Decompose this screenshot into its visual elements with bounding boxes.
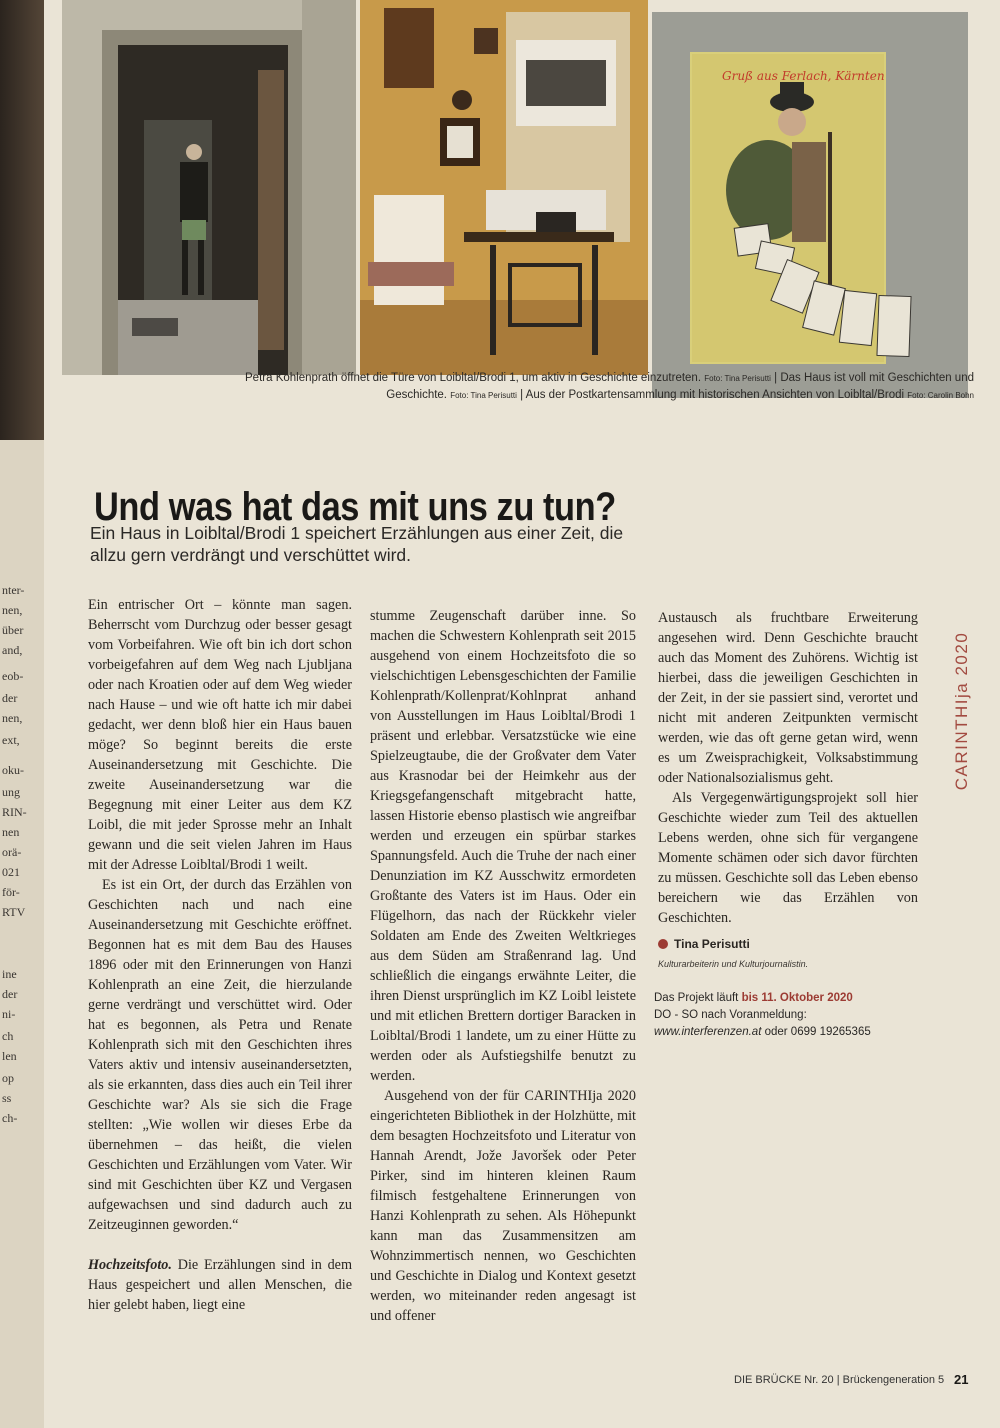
previous-page-fragment: and, — [2, 643, 23, 657]
photo-strip — [62, 0, 968, 375]
previous-page-fragment: ine — [2, 967, 17, 981]
article-column-2 — [370, 606, 636, 1326]
project-hours: DO - SO nach Voranmeldung: — [654, 1009, 807, 1021]
paragraph: Es ist ein Ort, der durch das Erzählen von Geschichten nach und nach eine Auseinandersetzung mit Geschichte eröffnet. Begonnen hat es mit dem Bau des Hauses 1896 oder mit den Erinnerungen von Hanzi Kohlenprath an eine Zeit, die hierzulande gerne verdrängt und verschüttet wird. Oder hat es begonnen, als Petra und Renate Kohlenprath sich mit den Geschichten ihres Vaters aktiv und intensiv auseinandersetzten, als sie erkannten, dass dies auch ein Teil ihrer Geschichte war? Als sie sich die Frage stellten: „Wie wollen wir dieses Erbe da übernehmen – das heißt, die vielen Geschichten und Erzählungen vom Vater. Wir sind mit Geschichten über KZ und Vergasen aufgewachsen und sind dadurch auch zu Zeitzeuginnen geworden.“ — [88, 877, 352, 1233]
previous-page-fragment: ch — [2, 1029, 14, 1043]
previous-page-edge — [0, 440, 44, 1428]
author-role: Kulturarbeiterin und Kulturjournalistin. — [658, 959, 809, 969]
previous-page-fragment: über — [2, 623, 24, 637]
previous-page-fragment: nen — [2, 825, 20, 839]
article-column-3 — [658, 608, 918, 974]
project-contact — [654, 1024, 904, 1041]
previous-page-fragment: ext, — [2, 733, 20, 747]
previous-page-fragment: eob- — [2, 669, 24, 683]
caption-part-3: | Aus der Postkartensammlung mit historischen Ansichten von Loibltal/Brodi — [520, 389, 905, 401]
page-footer: DIE BRÜCKE Nr. 20 | Brückengeneration 5 — [734, 1374, 945, 1386]
paragraph: Als Vergegenwärtigungsprojekt soll hier Geschichte wieder zum Teil des aktuellen Lebens werden, ohne sich für vergangene Momente schämen oder sich davor fürchten zu müssen. Geschichte soll das Leben ebenso bereichern wie das Erzählen von Geschichten. — [658, 790, 918, 926]
article-headline: Und was hat das mit uns zu tun? — [94, 484, 616, 529]
photo-room-interior — [360, 0, 648, 375]
paragraph: Austausch als fruchtbare Erweiterung angesehen wird. Denn Geschichte braucht auch das Moment des Zuhörens. Wichtig ist hierbei, dass die jeweiligen Geschichten in der Zeit, in der sie passiert sind, verortet und nicht mit anderen Zeitpunkten vermischt werden, wie das oft gerne getan wird, wenn es um Zweisprachigkeit, Volksabstimmung oder Nationalsozialismus geht. — [658, 610, 918, 786]
previous-page-fragment: oku- — [2, 763, 24, 777]
caption-credit-2: Foto: Tina Perisutti — [450, 391, 517, 400]
previous-page-fragment: der — [2, 691, 18, 705]
project-info — [654, 990, 904, 1041]
previous-page-fragment: nen, — [2, 603, 23, 617]
previous-page-fragment: 021 — [2, 865, 20, 879]
project-phone: oder 0699 19265365 — [761, 1026, 871, 1038]
caption-credit-1: Foto: Tina Perisutti — [704, 374, 771, 383]
previous-page-fragment: ss — [2, 1091, 12, 1105]
project-website-link[interactable]: www.interferenzen.at — [654, 1026, 762, 1038]
page-number: 21 — [954, 1372, 969, 1387]
room-illustration — [360, 0, 648, 375]
previous-page-fragment: nen, — [2, 711, 23, 725]
article-column-1 — [88, 595, 352, 1315]
paragraph: Ein entrischer Ort – könnte man sagen. Beherrscht vom Durchzug oder besser gesagt vom Vorbeifahren. Wie oft bin ich dort schon vorbeigefahren auf dem Weg nach Ljubljana oder nach Kroatien oder auf dem Weg wieder nach Hause – und wie oft hatte ich mir dabei gedacht, wer denn bloß hier ein Haus bauen möge? So beginnt bereits die erste Auseinandersetzung mit Geschichte. Die zweite Auseinandersetzung war die Begegnung mit einer Leiter aus dem KZ Loibl, die mit jeder Sprosse mehr an Inhalt gewann und die seit vielen Jahren im Haus mit der Adresse Loibltal/Brodi 1 weilt. — [88, 597, 352, 873]
section-keyword: Hochzeitsfoto. — [88, 1257, 172, 1273]
postcard-illustration — [652, 12, 968, 398]
previous-page-fragment: len — [2, 1049, 17, 1063]
previous-page-fragment: ch- — [2, 1111, 18, 1125]
photo-postcard — [652, 12, 968, 398]
project-dates: Das Projekt läuft bis 11. Oktober 2020 — [654, 992, 853, 1004]
previous-page-fragment: för- — [2, 885, 20, 899]
project-end-date: bis 11. Oktober 2020 — [741, 992, 853, 1004]
paragraph: Ausgehend von der für CARINTHIja 2020 eingerichteten Bibliothek in der Holzhütte, mit dem besagten Hochzeitsfoto und Literatur von Hannah Arendt, Jože Javoršek oder Peter Pirker, sind im hinteren kleinen Raum filmisch festgehaltene Erinnerungen von Hanzi Kohlenprath zu sehen. Als Höhepunkt kann man das Zusammensitzen am Wohnzimmertisch nennen, wo Geschichten und Geschichte in Dialog und Kontext gesetzt werden, wo miteinander reden angesagt ist und offener — [370, 1088, 636, 1324]
caption-credit-3: Foto: Carolin Bohn — [907, 391, 974, 400]
section-text: Die Erzählungen sind in dem Haus gespeichert und allen Menschen, die hier gelebt haben, liegt eine — [88, 1257, 352, 1313]
previous-page-fragment: op — [2, 1071, 14, 1085]
paragraph-hochzeitsfoto — [88, 1255, 352, 1315]
bullet-dot-icon — [658, 939, 668, 949]
previous-page-fragment: ung — [2, 785, 20, 799]
previous-page-fragment: orä- — [2, 845, 22, 859]
caption-part-1: Petra Kohlenprath öffnet die Türe von Loibltal/Brodi 1, um aktiv in Geschichte einzutreten. — [245, 372, 702, 384]
previous-page-fragment: RIN- — [2, 805, 27, 819]
postcard-greeting: Gruß aus Ferlach, Kärnten — [722, 69, 885, 83]
previous-page-fragment: ni- — [2, 1007, 16, 1021]
previous-page-fragment: nter- — [2, 583, 25, 597]
magazine-page — [44, 0, 1000, 1428]
vertical-label: CARINTHIja 2020 — [952, 631, 971, 791]
article-subtitle: Ein Haus in Loibltal/Brodi 1 speichert Erzählungen aus einer Zeit, die allzu gern verdrängt und verschüttet wird. — [90, 523, 624, 565]
photo-doorway — [62, 0, 356, 375]
doorway-illustration — [62, 0, 356, 375]
author-line — [658, 934, 918, 954]
previous-page-fragment: RTV — [2, 905, 26, 919]
author-name: Tina Perisutti — [674, 937, 750, 951]
paragraph: stumme Zeugenschaft darüber inne. So machen die Schwestern Kohlenprath seit 2015 ausgehend von einem Hochzeitsfoto die so vielschichtigen Lebensgeschichten der Familie Kohlenprath/Kollenprat/Kohlnprat anhand von Ausstellungen im Haus Loibltal/Brodi 1 präsent und erlebbar. Versatzstücke wie eine Spielzeugtaube, die der Großvater dem Vater aus Krasnodar bei der Heimkehr aus der Kriegsgefangenschaft mitgebracht hatte, lassen Historie ebenso plastisch wie angreifbar werden und erzeugen ein spürbar starkes Spannungsfeld. Auch die Truhe der nach einer Denunziation im KZ Ausschwitz ermordeten Großtante des Vaters ist im Haus. Oder ein Flügelhorn, das nach der Rückkehr vieler Soldaten am Ende des Zweiten Weltkrieges aus dem Süden am Straßenrand lag. Und schließlich die eingangs erwähnte Leiter, die ihren Dienst ursprünglich im KZ Loibl leistete und mit etlichen Brettern dortiger Baracken in Loibltal/Brodi 1 landete, um zu einer Hütte zu werden oder als Aufstiegshilfe benutzt zu werden. — [370, 608, 636, 1084]
photo-caption — [194, 370, 974, 404]
caption-part-2: | Das Haus ist voll mit Geschichten und Geschichte. — [386, 372, 974, 401]
previous-page-fragment: der — [2, 987, 18, 1001]
